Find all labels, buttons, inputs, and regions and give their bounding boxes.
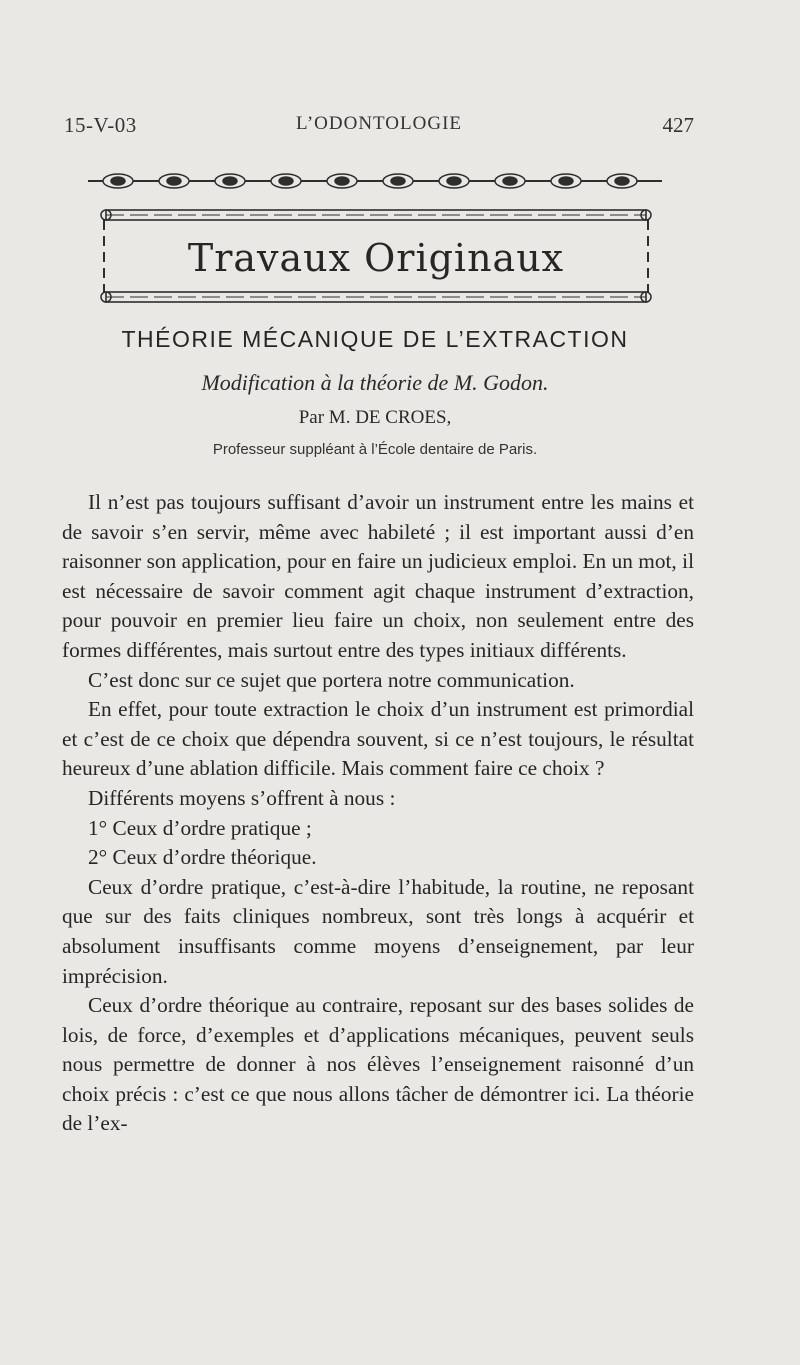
running-header: [64, 113, 694, 143]
section-title-frame: [100, 206, 652, 308]
header-journal-title: L’ODONTOLOGIE: [295, 113, 463, 134]
article-author: Par M. DE CROES,: [298, 407, 452, 428]
paragraph: Ceux d’ordre théorique au contraire, reposant sur des bases solides de lois, de force, d’exemples et d’applications mécaniques, peuvent seuls nous permettre de donner à nos élèves l’enseignement raisonné d’un choix précis : c’est ce que nous allons tâcher de démontrer ici. La théorie de l’ex-: [62, 993, 694, 1136]
paragraph: Différents moyens s’offrent à nous :: [88, 785, 396, 810]
section-title: Travaux Originaux: [187, 236, 565, 280]
chain-ornament: [88, 170, 662, 192]
article-body: [62, 488, 694, 1139]
paragraph: Il n’est pas toujours suffisant d’avoir un instrument entre les mains et de savoir s’en servir, même avec habileté ; il est important aussi d’en raisonner son application, pour en faire un judicieux emploi. En un mot, il est nécessaire de savoir comment agit chaque instrument d’extraction, pour pouvoir en premier lieu faire un choix, non seulement entre des formes différentes, mais surtout entre des types initiaux différents.: [62, 490, 694, 662]
page-number: 427: [662, 113, 694, 137]
article-title: THÉORIE MÉCANIQUE DE L’EXTRACTION: [121, 326, 629, 352]
paragraph: C’est donc sur ce sujet que portera notre communication.: [88, 667, 575, 692]
paragraph: En effet, pour toute extraction le choix d’un instrument est primordial et c’est de ce choix que dépendra souvent, si ce n’est toujours, le résultat heureux d’une ablation difficile. Mais comment faire ce choix ?: [62, 697, 694, 781]
list-item: 1° Ceux d’ordre pratique ;: [88, 815, 312, 840]
article-subtitle: Modification à la théorie de M. Godon.: [201, 370, 549, 395]
paragraph: Ceux d’ordre pratique, c’est-à-dire l’habitude, la routine, ne reposant que sur des faits cliniques nombreux, sont très longs à acquérir et absolument insuffisants comme moyens d’enseignement, par leur imprécision.: [62, 874, 694, 988]
header-date: 15-V-03: [64, 113, 137, 137]
list-item: 2° Ceux d’ordre théorique.: [88, 845, 317, 870]
author-affiliation: Professeur suppléant à l’École dentaire de Paris.: [212, 441, 538, 458]
